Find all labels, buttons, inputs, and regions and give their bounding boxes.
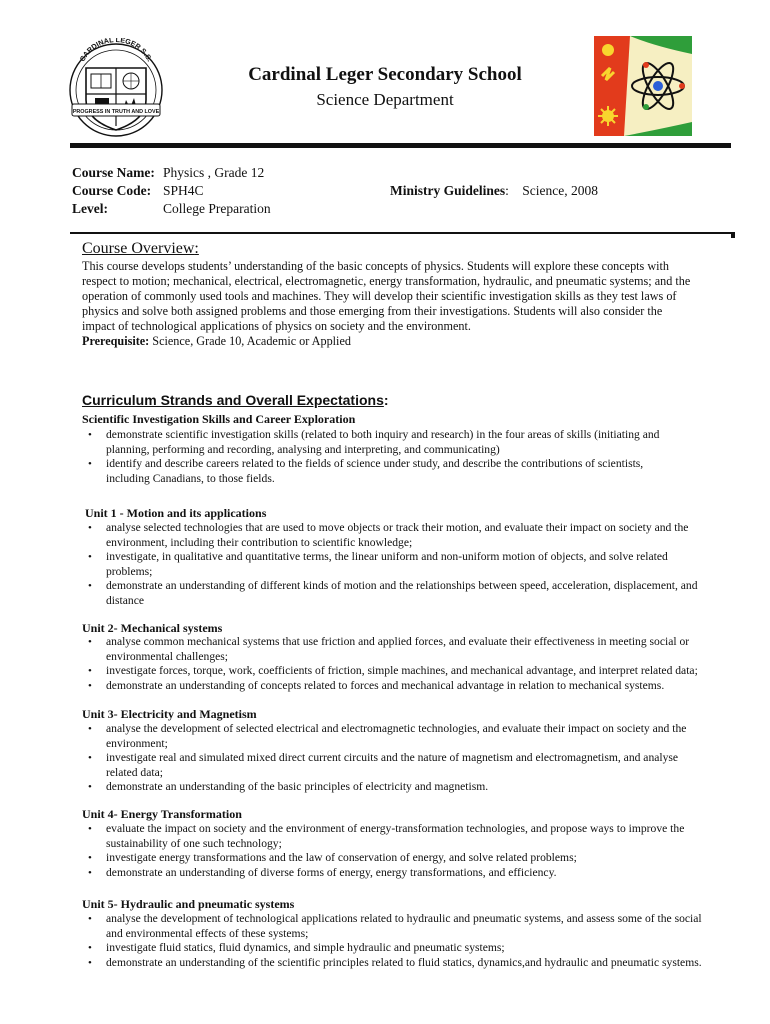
list-item	[82, 941, 742, 956]
ministry-label: Ministry Guidelines	[390, 183, 506, 198]
overview-line: This course develops students’ understanding of the basic concepts of physics. Students will explore these concepts with	[82, 259, 670, 273]
course-code-value: SPH4C	[163, 183, 204, 198]
course-overview-text	[82, 259, 722, 349]
list-item-line: • analyse common mechanical systems that use friction and applied forces, and evaluate their effectiveness in meeting social or	[106, 635, 690, 648]
ministry-colon: :	[505, 183, 509, 198]
overview-line: physics and solve both assigned problems and those emerging from their investigations. Students will also consider the	[82, 304, 663, 318]
list-item-line: • demonstrate an understanding of diverse forms of energy, energy transformations, and efficiency.	[106, 865, 557, 879]
science-atom-logo	[594, 36, 692, 136]
list-item-line: and environmental effects of these systems;	[106, 926, 309, 940]
list-item-line: environmental challenges;	[106, 649, 229, 663]
curriculum-strands-heading	[82, 392, 389, 408]
unit-4-list	[82, 822, 742, 880]
crest-motto: PROGRESS IN TRUTH AND LOVE	[72, 109, 160, 115]
list-item-line: • demonstrate scientific investigation skills (related to both inquiry and research) in the four areas of skills (initiating and	[106, 428, 660, 441]
list-item	[82, 457, 742, 486]
career-expectations-list	[82, 428, 742, 486]
list-item-line: • analyse the development of selected electrical and electromagnetic technologies, and evaluate their impact on society and the	[106, 722, 687, 735]
overview-line: operation of commonly used tools and machines. They will develop their scientific investigation skills as they test laws of	[82, 289, 677, 303]
ministry-guidelines	[390, 182, 598, 200]
list-item	[82, 635, 742, 664]
overview-heading-colon: :	[194, 240, 199, 257]
list-item-line: • analyse selected technologies that are used to move objects or track their motion, and evaluate their impact on society and the	[106, 521, 689, 534]
list-item	[82, 851, 742, 866]
prerequisite-label: Prerequisite:	[82, 334, 150, 348]
list-item-line: • investigate real and simulated mixed direct current circuits and the nature of magnetism and electromagnetism, and analyse	[106, 751, 679, 765]
unit-2-list	[82, 635, 742, 693]
list-item-line: • evaluate the impact on society and the environment of energy-transformation technologies, and propose ways to improve the	[106, 822, 685, 835]
school-name: Cardinal Leger Secondary School	[248, 64, 522, 85]
svg-text:CARDINAL LEGER S.S.: CARDINAL LEGER S.S.	[77, 38, 155, 64]
course-name-label: Course Name:	[72, 165, 155, 180]
list-item-line: problems;	[106, 564, 153, 578]
course-overview-heading	[82, 240, 199, 258]
list-item	[82, 664, 742, 679]
list-item-line: • demonstrate an understanding of different kinds of motion and the relationships between speed, acceleration, displacement, and	[106, 579, 698, 593]
level-value: College Preparation	[163, 201, 271, 216]
prerequisite-value: Science, Grade 10, Academic or Applied	[149, 334, 351, 348]
list-item	[82, 521, 742, 550]
level-label: Level:	[72, 201, 108, 216]
course-code-label: Course Code:	[72, 183, 152, 198]
course-info-values	[163, 164, 271, 218]
course-info-labels	[72, 164, 155, 218]
course-name-value: Physics , Grade 12	[163, 165, 265, 180]
list-item	[82, 866, 742, 881]
list-item-line: including Canadians, to those fields.	[106, 471, 275, 485]
list-item-line: related data;	[106, 765, 163, 779]
list-item-line: sustainability of one such technology;	[106, 836, 282, 850]
list-item	[82, 550, 742, 579]
section-title-career: Scientific Investigation Skills and Career Exploration	[82, 412, 356, 426]
strands-heading-colon: :	[383, 392, 389, 408]
list-item-line: • demonstrate an understanding of concepts related to forces and mechanical advantage in relation to mechanical systems.	[106, 678, 665, 692]
unit-1-list	[82, 521, 742, 609]
section-divider-end	[731, 232, 735, 238]
list-item-line: • investigate energy transformations and the law of conservation of energy, and solve related problems;	[106, 851, 577, 865]
overview-line: impact of technological applications of physics on society and the environment.	[82, 319, 471, 333]
section-title-unit-1: Unit 1 - Motion and its applications	[85, 506, 267, 520]
list-item	[82, 912, 742, 941]
list-item	[82, 679, 742, 694]
list-item-line: • demonstrate an understanding of the scientific principles related to fluid statics, dynamics,and hydraulic and pneumatic systems.	[106, 955, 702, 969]
unit-5-list	[82, 912, 742, 970]
list-item-line: planning, performing and recording, analysing and interpreting, and communicating)	[106, 442, 500, 456]
list-item-line: • investigate fluid statics, fluid dynamics, and simple hydraulic and pneumatic systems;	[106, 941, 505, 955]
unit-3-list	[82, 722, 742, 795]
list-item	[82, 428, 742, 457]
list-item-line: environment, including their contribution to scientific knowledge;	[106, 535, 413, 549]
section-title-unit-5: Unit 5- Hydraulic and pneumatic systems	[82, 897, 295, 911]
list-item-line: distance	[106, 593, 144, 607]
list-item	[82, 822, 742, 851]
list-item	[82, 956, 742, 971]
section-title-unit-3: Unit 3- Electricity and Magnetism	[82, 707, 257, 721]
list-item	[82, 722, 742, 751]
list-item-line: • demonstrate an understanding of the basic principles of electricity and magnetism.	[106, 780, 489, 794]
list-item	[82, 780, 742, 795]
section-title-unit-4: Unit 4- Energy Transformation	[82, 807, 242, 821]
overview-line: respect to motion; mechanical, electrical, electromagnetic, energy transformation, hydraulic, and pneumatic systems; and the	[82, 274, 691, 288]
ministry-value: Science, 2008	[522, 183, 599, 198]
list-item	[82, 579, 742, 608]
section-title-unit-2: Unit 2- Mechanical systems	[82, 621, 223, 635]
list-item-line: • analyse the development of technological applications related to hydraulic and pneumatic systems, and assess some of the social	[106, 912, 702, 925]
list-item-line: • investigate forces, torque, work, coefficients of friction, simple machines, and mechanical advantage, and interpret related data;	[106, 664, 698, 678]
section-divider	[70, 232, 735, 234]
list-item	[82, 751, 742, 780]
list-item-line: environment;	[106, 736, 168, 750]
list-item-line: • investigate, in qualitative and quantitative terms, the linear uniform and non-uniform motion of objects, and solve related	[106, 550, 668, 564]
list-item-line: • identify and describe careers related to the fields of science under study, and describe the contributions of scientists,	[106, 457, 644, 471]
department-name: Science Department	[316, 90, 454, 109]
header-divider	[70, 143, 731, 148]
school-crest-logo	[66, 38, 166, 138]
overview-heading-text: Course Overview	[82, 240, 195, 257]
strands-heading-text: Curriculum Strands and Overall Expectations	[82, 392, 384, 408]
prerequisite	[82, 334, 722, 349]
